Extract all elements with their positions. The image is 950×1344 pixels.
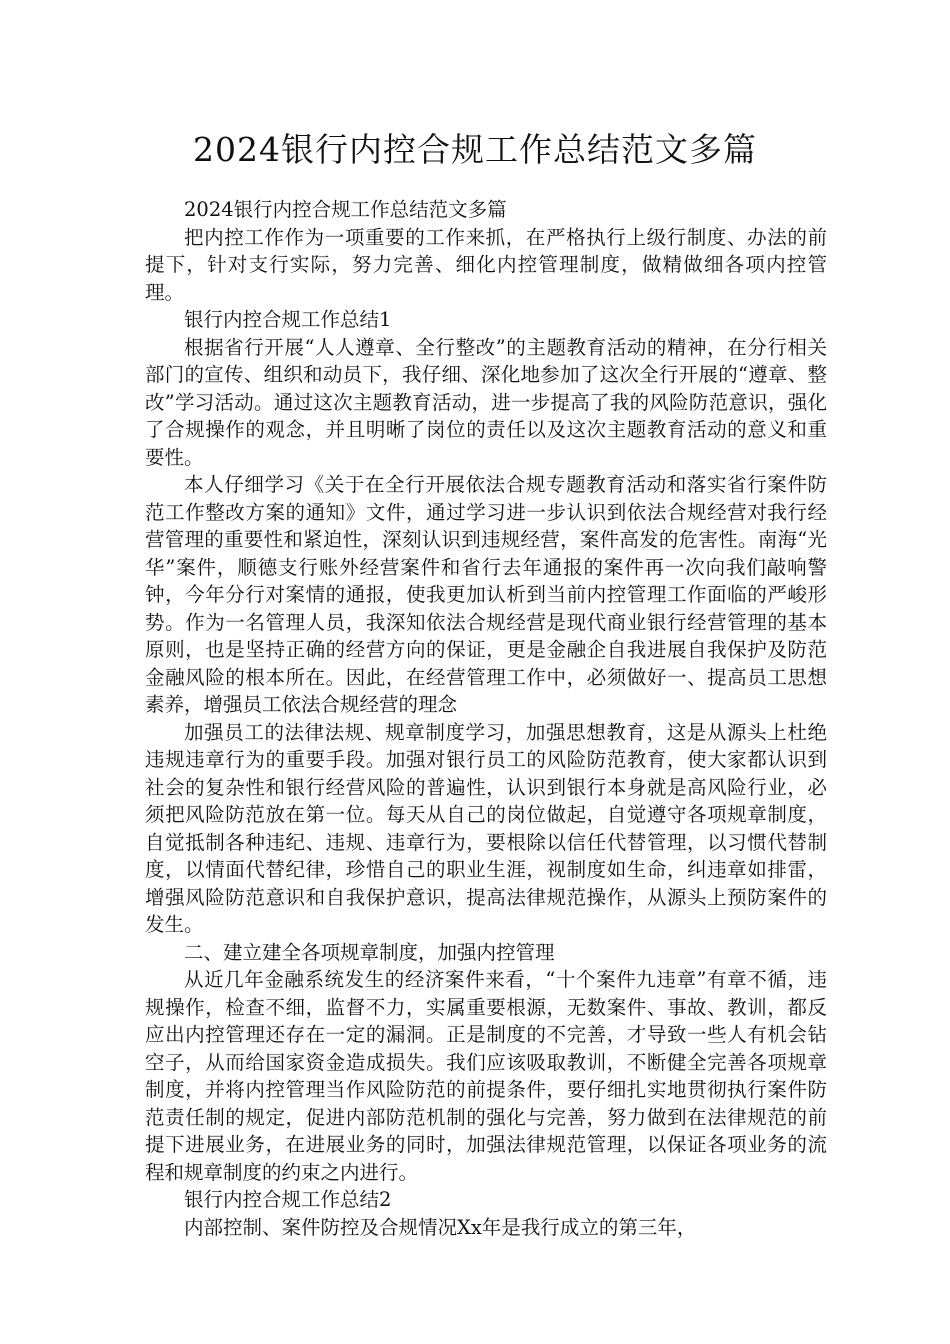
section-heading: 二、建立建全各项规章制度，加强内控管理 bbox=[184, 940, 555, 964]
section-heading: 银行内控合规工作总结2 bbox=[184, 1188, 392, 1211]
paragraph: 从近几年金融系统发生的经济案件来看，“十个案件九违章”有章不循，违规操作，检查不细，监督不力，实属重要根源，无数案件、事故、教训，都反应出内控管理还存在一定的漏洞。正是制度的不完善，才导致一些人有机会钻空子，从而给国家资金造成损失。我们应该吸取教训，不断健全完善各项规章制度，并将内控管理当作风险防范的前提条件，要仔细扎实地贯彻执行案件防范责任制的规定，促进内部防范机制的强化与完善，努力做到在法律规范的前提下进展业务，在进展业务的同时，加强法律规范管理，以保证各项业务的流程和规章制度的约束之内进行。 bbox=[145, 968, 827, 1184]
paragraph: 本人仔细学习《关于在全行开展依法合规专题教育活动和落实省行案件防范工作整改方案的通知》文件，通过学习进一步认识到依法合规经营对我行经营管理的重要性和紧迫性，深刻认识到违规经营，案件高发的危害性。南海“光华”案件，顺德支行账外经营案件和省行去年通报的案件再一次向我们敲响警钟，今年分行对案情的通报，使我更加认析到当前内控管理工作面临的严峻形势。作为一名管理人员，我深知依法合规经营是现代商业银行经营管理的基本原则，也是坚持正确的经营方向的保证，更是金融企自我进展自我保护及防范金融风险的根本所在。因此，在经营管理工作中，必须做好一、提高员工思想素养，增强员工依法合规经营的理念 bbox=[145, 473, 827, 716]
paragraph: 根据省行开展“人人遵章、全行整改”的主题教育活动的精神，在分行相关部门的宣传、组织和动员下，我仔细、深化地参加了这次全行开展的“遵章、整改”学习活动。通过这次主题教育活动，进一步提高了我的风险防范意识，强化了合规操作的观念，并且明晰了岗位的责任以及这次主题教育活动的意义和重要性。 bbox=[145, 335, 827, 469]
section-heading: 银行内控合规工作总结1 bbox=[184, 308, 392, 331]
paragraph: 内部控制、案件防控及合规情况Xx年是我行成立的第三年， bbox=[184, 1215, 697, 1239]
paragraph: 2024银行内控合规工作总结范文多篇 bbox=[184, 198, 507, 221]
document-body bbox=[145, 196, 827, 1241]
paragraph: 把内控工作作为一项重要的工作来抓，在严格执行上级行制度、办法的前提下，针对支行实际，努力完善、细化内控管理制度，做精做细各项内控管理。 bbox=[145, 225, 827, 304]
paragraph: 加强员工的法律法规、规章制度学习，加强思想教育，这是从源头上杜绝违规违章行为的重要手段。加强对银行员工的风险防范教育，使大家都认识到社会的复杂性和银行经营风险的普遍性，认识到银行本身就是高风险行业，必须把风险防范放在第一位。每天从自己的岗位做起，自觉遵守各项规章制度，自觉抵制各种违纪、违规、违章行为，要根除以信任代替管理，以习惯代替制度，以情面代替纪律，珍惜自己的职业生涯，视制度如生命，纠违章如排雷，增强风险防范意识和自我保护意识，提高法律规范操作，从源头上预防案件的发生。 bbox=[145, 720, 827, 936]
document-title: 2024银行内控合规工作总结范文多篇 bbox=[193, 130, 757, 169]
